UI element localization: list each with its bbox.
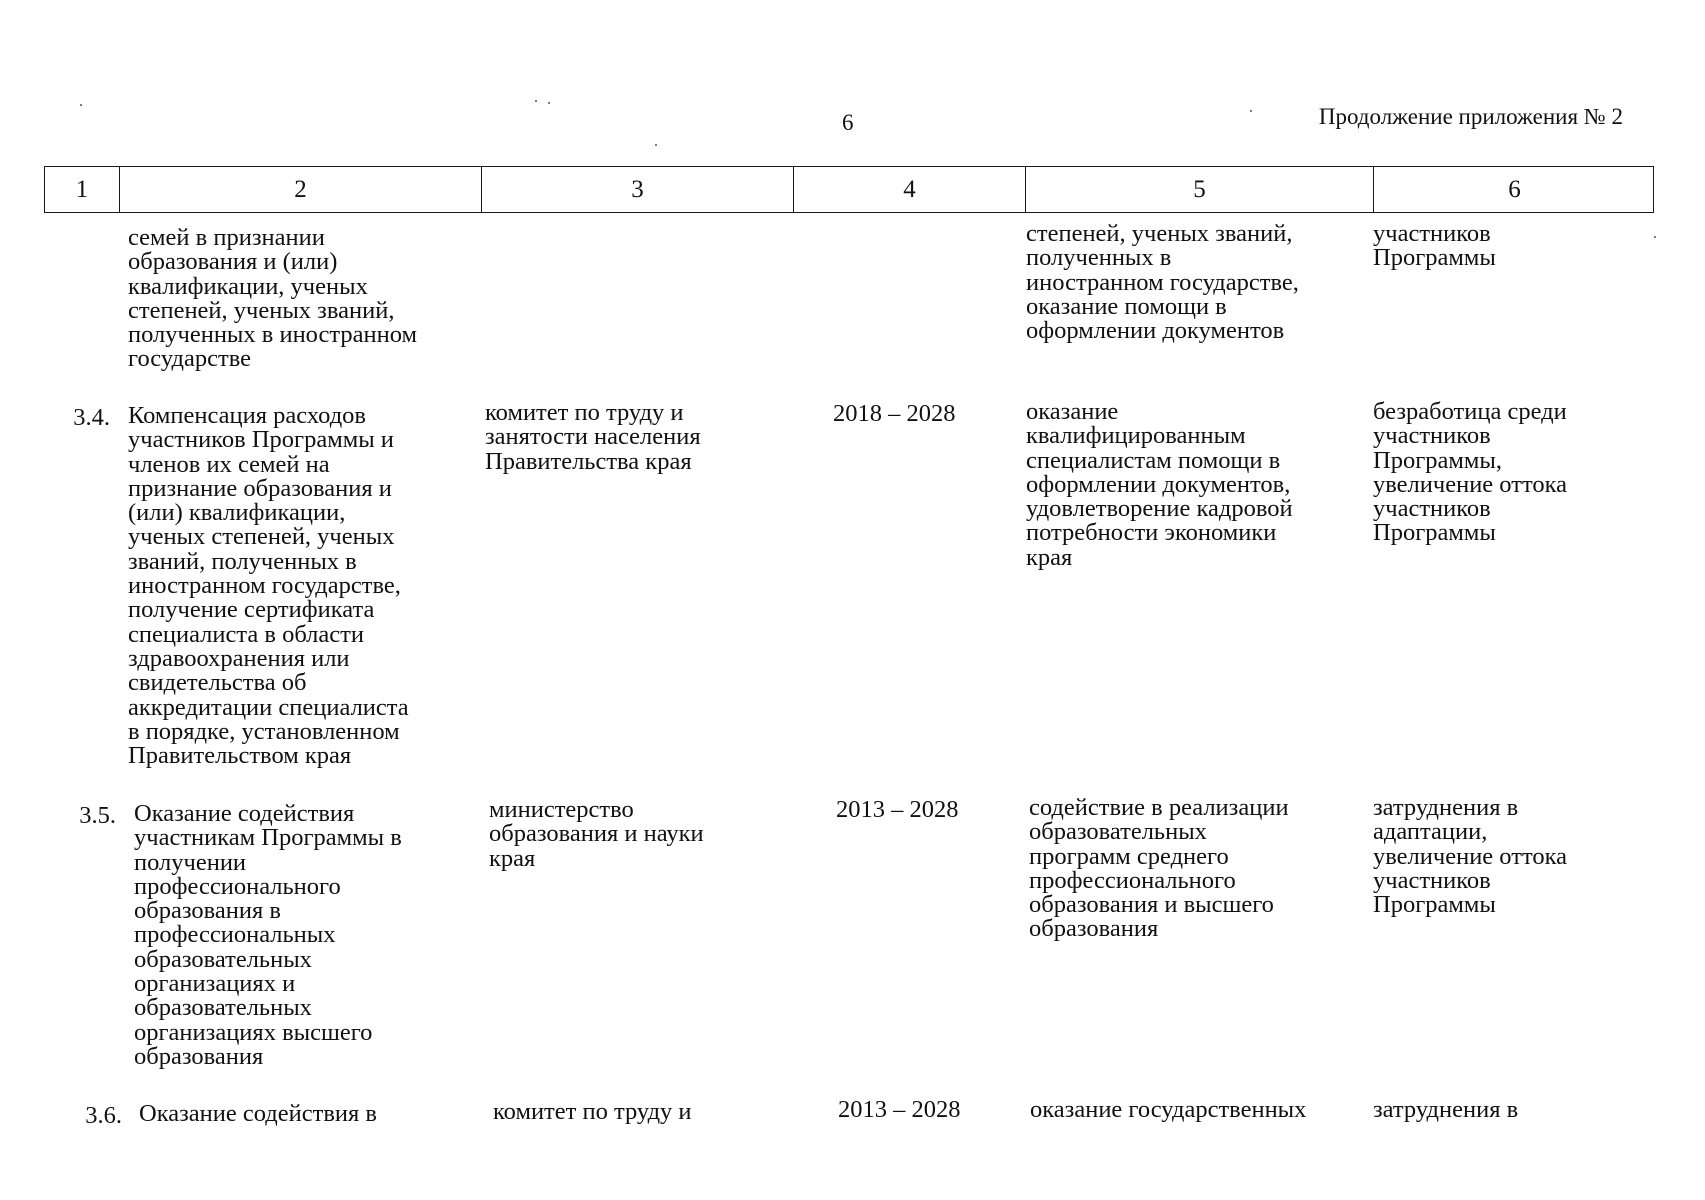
scan-speck: [535, 100, 537, 102]
period-cell: 2018 – 2028: [833, 400, 956, 427]
period-cell: 2013 – 2028: [836, 796, 959, 823]
page-number: 6: [842, 110, 854, 135]
row-number: 3.5.: [79, 802, 116, 829]
executor-cell: комитет по труду и занятости населения Правительства края: [485, 399, 701, 475]
result-cell: степеней, ученых званий, полученных в иностранном государстве, оказание помощи в оформлении документов: [1026, 220, 1299, 345]
scan-speck: [80, 104, 82, 106]
continuation-title: Продолжение приложения № 2: [1318, 104, 1623, 129]
column-header-5: 5: [1025, 167, 1373, 212]
scan-speck: [655, 144, 657, 146]
scan-speck: [1654, 236, 1656, 238]
risk-cell: участников Программы: [1373, 220, 1496, 272]
risk-cell: безработица среди участников Программы, увеличение оттока участников Программы: [1373, 398, 1567, 547]
measure-cell: Компенсация расходов участников Программы и членов их семей на признание образования и (или) квалификации, ученых степеней, ученых званий, полученных в иностранном государстве, получение сертификата специалиста в области здравоохранения или свидетельства об аккредитации специалиста в порядке, установленном Правительством края: [128, 402, 409, 770]
risk-cell: затруднения в адаптации, увеличение оттока участников Программы: [1373, 794, 1567, 919]
column-header-1: 1: [75, 175, 89, 203]
period-cell: 2013 – 2028: [838, 1096, 961, 1123]
executor-cell: комитет по труду и: [493, 1098, 692, 1125]
table-header: [44, 166, 1654, 213]
measure-cell: семей в признании образования и (или) квалификации, ученых степеней, ученых званий, полученных в иностранном государстве: [128, 224, 418, 373]
column-header-3: 3: [481, 167, 793, 212]
row-number: 3.6.: [85, 1102, 122, 1129]
measure-cell: Оказание содействия участникам Программы в получении профессионального образования в профессиональных образовательных организациях и образовательных организациях высшего образования: [134, 800, 402, 1070]
result-cell: содействие в реализации образовательных программ среднего профессионального образования и высшего образования: [1029, 794, 1289, 943]
scan-speck: [548, 102, 550, 104]
risk-cell: затруднения в: [1373, 1096, 1519, 1123]
row-number: 3.4.: [73, 404, 110, 431]
column-header-4: 4: [793, 167, 1025, 212]
executor-cell: министерство образования и науки края: [489, 796, 704, 872]
scan-speck: [1250, 110, 1252, 112]
measure-cell: Оказание содействия в: [139, 1100, 377, 1127]
column-header-6: 6: [1373, 167, 1655, 212]
column-header-2: 2: [119, 167, 481, 212]
result-cell: оказание квалифицированным специалистам помощи в оформлении документов, удовлетворение кадровой потребности экономики края: [1026, 398, 1293, 571]
result-cell: оказание государственных: [1030, 1096, 1307, 1123]
